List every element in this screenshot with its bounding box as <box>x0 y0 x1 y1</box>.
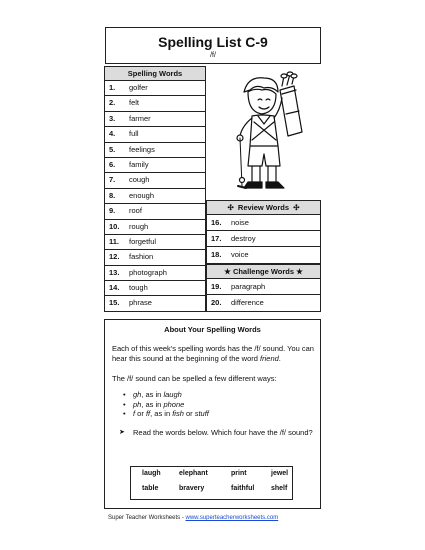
word-row <box>105 112 205 127</box>
challenge-star-icon: ★ <box>224 267 231 276</box>
word-row <box>207 279 320 295</box>
pattern-or: or <box>183 409 195 418</box>
challenge-words-heading <box>207 265 320 279</box>
pattern-example: phone <box>163 399 185 409</box>
word-row <box>105 143 205 158</box>
pattern-spelling: f <box>133 409 136 418</box>
word-row <box>105 250 205 265</box>
footer-prefix: Super Teacher Worksheets - <box>108 515 186 521</box>
word-number: 8. <box>109 190 116 200</box>
word-row <box>105 173 205 188</box>
word-row <box>105 266 205 281</box>
word-number: 5. <box>109 144 116 154</box>
word-bank-item: jewel <box>271 470 289 477</box>
challenge-words-heading-label: Challenge Words <box>232 267 295 276</box>
word-text: feelings <box>129 144 155 154</box>
page-subtitle: /f/ <box>210 52 216 59</box>
word-number: 19. <box>211 282 222 291</box>
word-number: 18. <box>211 250 222 259</box>
word-row <box>105 81 205 96</box>
word-text: photograph <box>129 267 167 277</box>
about-paragraph-1-italic: friend <box>260 354 279 363</box>
word-text: paragraph <box>231 282 266 291</box>
word-text: roof <box>129 206 142 216</box>
word-row <box>105 235 205 250</box>
word-number: 3. <box>109 113 116 123</box>
word-number: 14. <box>109 283 120 293</box>
word-number: 10. <box>109 221 120 231</box>
challenge-words-list <box>207 279 320 311</box>
word-text: tough <box>129 283 148 293</box>
word-number: 15. <box>109 298 120 308</box>
footer-link[interactable]: www.superteacherworksheets.com <box>185 515 279 521</box>
word-bank-item: laugh <box>142 470 161 477</box>
about-box <box>104 319 321 509</box>
word-number: 11. <box>109 236 120 246</box>
pattern-connector: or <box>135 409 146 418</box>
word-row <box>207 295 320 311</box>
word-number: 20. <box>211 298 222 307</box>
review-words-table <box>206 200 321 264</box>
word-number: 16. <box>211 218 222 227</box>
word-bank <box>130 466 293 500</box>
challenge-star-icon: ★ <box>296 267 303 276</box>
about-paragraph-1-text: Each of this week's spelling words has the /f/ sound. You can hear this sound at the beginning of the word <box>112 344 314 363</box>
about-paragraph-1-end: . <box>278 354 281 363</box>
pattern-as-in: , as in <box>150 409 173 418</box>
pattern-example-fish: fish <box>172 409 184 418</box>
word-row <box>105 204 205 219</box>
pattern-connector: , as in <box>141 399 164 409</box>
word-bank-item: elephant <box>179 470 208 477</box>
spelling-patterns-list <box>123 390 320 419</box>
pattern-example: laugh <box>163 390 182 399</box>
word-bank-item: shelf <box>271 485 288 492</box>
pattern-spelling: ph <box>133 399 142 409</box>
pattern-example: ff <box>145 409 151 418</box>
bullet-icon: • <box>123 399 126 409</box>
word-row <box>105 127 205 142</box>
page-title: Spelling List C-9 <box>158 34 268 50</box>
instruction <box>119 428 314 438</box>
word-text: enough <box>129 190 155 200</box>
word-text: rough <box>129 221 149 231</box>
review-star-icon: ✣ <box>293 203 300 212</box>
word-number: 7. <box>109 175 116 185</box>
word-text: cough <box>129 175 150 185</box>
word-number: 4. <box>109 129 116 139</box>
about-paragraph-2: The /f/ sound can be spelled a few different ways: <box>112 374 277 383</box>
instruction-text: Read the words below. Which four have the /f/ sound? <box>133 427 313 437</box>
word-text: fashion <box>129 252 154 262</box>
word-number: 9. <box>109 206 116 216</box>
word-number: 6. <box>109 159 116 169</box>
word-bank-item: table <box>142 485 159 492</box>
word-row <box>207 215 320 231</box>
word-text: phrase <box>129 298 152 308</box>
spelling-words-list <box>105 81 205 312</box>
word-bank-item: bravery <box>179 485 205 492</box>
word-number: 17. <box>211 234 222 243</box>
word-row <box>105 158 205 173</box>
word-row <box>105 296 205 311</box>
word-number: 12. <box>109 252 120 262</box>
spelling-words-table <box>104 66 206 312</box>
word-number: 2. <box>109 98 116 108</box>
pattern-item <box>123 390 320 400</box>
about-title: About Your Spelling Words <box>164 325 261 334</box>
word-text: family <box>129 159 149 169</box>
word-text: forgetful <box>129 236 157 246</box>
word-text: destroy <box>231 234 256 243</box>
word-bank-item: print <box>231 470 247 477</box>
footer <box>108 515 278 521</box>
word-row <box>105 96 205 111</box>
bullet-icon: • <box>123 390 126 399</box>
word-row <box>105 220 205 235</box>
word-number: 13. <box>109 267 120 277</box>
word-text: full <box>129 129 139 139</box>
word-text: difference <box>231 298 264 307</box>
word-row <box>105 189 205 204</box>
review-words-heading-label: Review Words <box>237 203 290 212</box>
word-text: golfer <box>129 83 148 92</box>
arrow-icon: ➤ <box>119 428 125 436</box>
word-number: 1. <box>109 83 116 92</box>
word-text: voice <box>231 250 249 259</box>
review-words-heading <box>207 201 320 215</box>
pattern-connector: , as in <box>141 390 164 399</box>
word-bank-item: faithful <box>231 485 255 492</box>
pattern-item <box>123 400 320 410</box>
about-paragraph-1 <box>112 344 314 364</box>
word-row <box>105 281 205 296</box>
word-row <box>207 247 320 263</box>
word-text: noise <box>231 218 249 227</box>
bullet-icon: • <box>123 409 126 418</box>
spelling-words-heading: Spelling Words <box>105 67 205 81</box>
challenge-words-table <box>206 264 321 312</box>
pattern-spelling: gh <box>133 390 142 399</box>
pattern-item <box>123 409 320 419</box>
word-text: felt <box>129 98 140 108</box>
golfer-illustration <box>214 70 310 196</box>
word-text: farmer <box>129 113 151 123</box>
pattern-example-stuff: stuff <box>194 409 209 418</box>
review-words-list <box>207 215 320 263</box>
word-row <box>207 231 320 247</box>
review-star-icon: ✣ <box>227 203 234 212</box>
title-box <box>105 27 321 64</box>
